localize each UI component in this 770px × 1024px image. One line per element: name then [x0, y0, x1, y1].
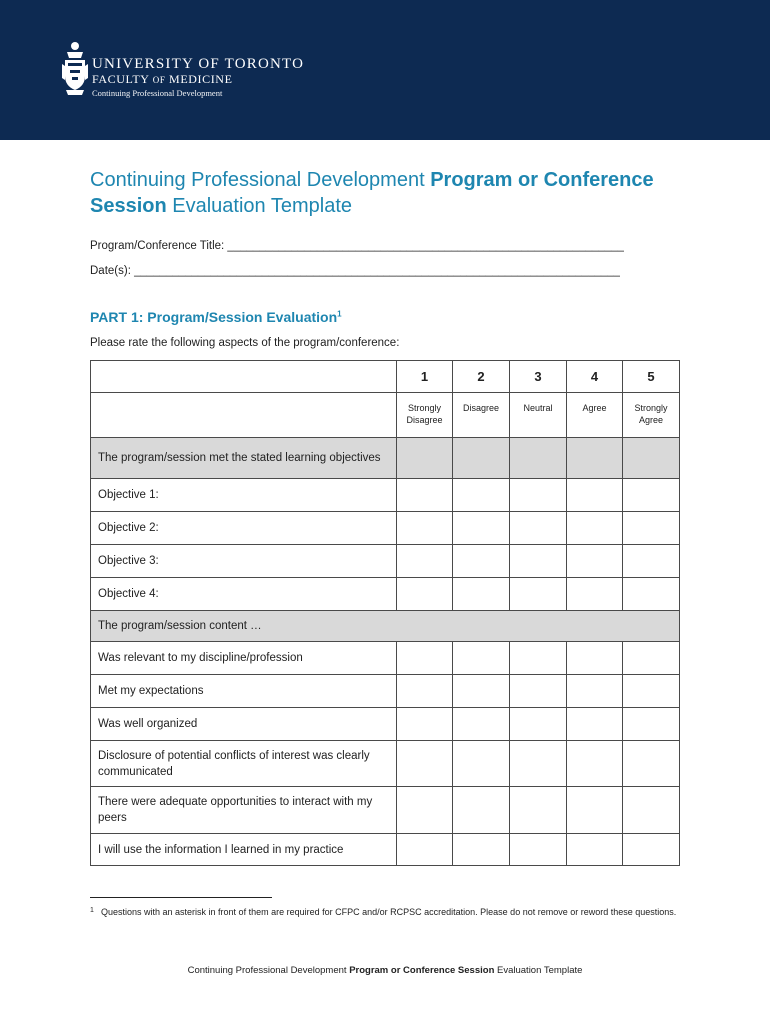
department-name: Continuing Professional Development	[92, 88, 223, 98]
university-name: UNIVERSITY OF TORONTO	[92, 56, 305, 72]
program-title-field[interactable]: Program/Conference Title: ______________________________________________________________	[90, 240, 624, 252]
question-text: Objective 3:	[91, 545, 397, 578]
rating-cell[interactable]	[623, 675, 680, 708]
rating-cell[interactable]	[397, 438, 453, 479]
table-row	[91, 741, 680, 787]
question-text: Was relevant to my discipline/profession	[91, 642, 397, 675]
table-row	[91, 479, 680, 512]
scale-label: Strongly Disagree	[397, 393, 453, 438]
scale-label: Neutral	[510, 393, 567, 438]
scale-number: 2	[453, 361, 510, 393]
rating-cell[interactable]	[623, 545, 680, 578]
page-footer: Continuing Professional Development Program or Conference Session Evaluation Template	[187, 965, 583, 976]
rating-cell[interactable]	[397, 834, 453, 866]
rating-cell[interactable]	[623, 642, 680, 675]
table-row	[91, 438, 680, 479]
question-text: Objective 1:	[91, 479, 397, 512]
rating-cell[interactable]	[397, 787, 453, 834]
table-row	[91, 675, 680, 708]
rating-cell[interactable]	[510, 512, 567, 545]
footnote-mark: 1	[90, 907, 94, 914]
rating-cell[interactable]	[567, 675, 623, 708]
rating-cell[interactable]	[397, 741, 453, 787]
rating-cell[interactable]	[510, 787, 567, 834]
dates-field[interactable]: Date(s): ____________________________________________________________________________	[90, 265, 621, 277]
table-row	[91, 545, 680, 578]
question-text: Was well organized	[91, 708, 397, 741]
rating-cell[interactable]	[397, 479, 453, 512]
scale-number: 5	[623, 361, 680, 393]
rating-cell[interactable]	[567, 741, 623, 787]
table-row	[91, 708, 680, 741]
evaluation-table	[90, 360, 680, 866]
rating-cell[interactable]	[510, 675, 567, 708]
scale-label: Agree	[567, 393, 623, 438]
rating-cell[interactable]	[397, 545, 453, 578]
rating-cell[interactable]	[623, 479, 680, 512]
table-row	[91, 642, 680, 675]
rating-instruction: Please rate the following aspects of the program/conference:	[90, 337, 400, 349]
rating-cell[interactable]	[453, 479, 510, 512]
section-header-row	[91, 611, 680, 642]
rating-cell[interactable]	[453, 512, 510, 545]
rating-cell[interactable]	[510, 642, 567, 675]
section-header-text: The program/session content …	[91, 611, 680, 642]
university-logo-text	[92, 56, 304, 99]
rating-cell[interactable]	[510, 834, 567, 866]
rating-cell[interactable]	[510, 578, 567, 611]
rating-cell[interactable]	[453, 438, 510, 479]
question-text: Met my expectations	[91, 675, 397, 708]
rating-cell[interactable]	[567, 512, 623, 545]
faculty-name: FACULTY OF MEDICINE	[92, 72, 233, 86]
rating-cell[interactable]	[623, 708, 680, 741]
table-row	[91, 787, 680, 834]
rating-cell[interactable]	[397, 642, 453, 675]
rating-cell[interactable]	[567, 787, 623, 834]
rating-cell[interactable]	[453, 708, 510, 741]
rating-cell[interactable]	[567, 438, 623, 479]
question-text: Objective 4:	[91, 578, 397, 611]
scale-number: 1	[397, 361, 453, 393]
rating-cell[interactable]	[567, 479, 623, 512]
footnote-text: Questions with an asterisk in front of them are required for CFPC and/or RCPSC accreditation. Please do not remove or reword these questions.	[101, 907, 677, 917]
rating-cell[interactable]	[453, 545, 510, 578]
scale-number: 4	[567, 361, 623, 393]
rating-cell[interactable]	[567, 708, 623, 741]
document-title: Continuing Professional Development Program or Conference Session Evaluation Template	[90, 169, 654, 217]
question-text: There were adequate opportunities to interact with my peers	[91, 787, 397, 834]
question-text: I will use the information I learned in my practice	[91, 834, 397, 866]
scale-label-row	[91, 393, 680, 438]
question-text: The program/session met the stated learning objectives	[91, 438, 397, 479]
question-text: Objective 2:	[91, 512, 397, 545]
rating-cell[interactable]	[397, 578, 453, 611]
question-text: Disclosure of potential conflicts of interest was clearly communicated	[91, 741, 397, 787]
rating-cell[interactable]	[453, 741, 510, 787]
rating-cell[interactable]	[453, 787, 510, 834]
table-row	[91, 512, 680, 545]
rating-cell[interactable]	[623, 578, 680, 611]
rating-cell[interactable]	[623, 512, 680, 545]
scale-label: Strongly Agree	[623, 393, 680, 438]
empty-header-cell	[91, 361, 397, 393]
rating-cell[interactable]	[453, 578, 510, 611]
rating-cell[interactable]	[510, 479, 567, 512]
empty-header-cell	[91, 393, 397, 438]
header-band	[0, 0, 770, 140]
part-1-heading: PART 1: Program/Session Evaluation$^1$	[90, 309, 342, 325]
rating-cell[interactable]	[453, 675, 510, 708]
scale-number-row	[91, 361, 680, 393]
scale-number: 3	[510, 361, 567, 393]
rating-cell[interactable]	[510, 438, 567, 479]
rating-cell[interactable]	[453, 642, 510, 675]
rating-cell[interactable]	[567, 578, 623, 611]
rating-cell[interactable]	[397, 708, 453, 741]
rating-cell[interactable]	[623, 438, 680, 479]
rating-cell[interactable]	[623, 741, 680, 787]
rating-cell[interactable]	[567, 545, 623, 578]
university-crest-icon	[60, 40, 90, 98]
rating-cell[interactable]	[567, 834, 623, 866]
footnote-divider	[90, 897, 272, 898]
rating-cell[interactable]	[623, 787, 680, 834]
rating-cell[interactable]	[510, 708, 567, 741]
rating-cell[interactable]	[397, 512, 453, 545]
rating-cell[interactable]	[510, 741, 567, 787]
table-row	[91, 834, 680, 866]
rating-cell[interactable]	[510, 545, 567, 578]
table-row	[91, 578, 680, 611]
rating-cell[interactable]	[397, 675, 453, 708]
scale-label: Disagree	[453, 393, 510, 438]
rating-cell[interactable]	[453, 834, 510, 866]
rating-cell[interactable]	[567, 642, 623, 675]
rating-cell[interactable]	[623, 834, 680, 866]
